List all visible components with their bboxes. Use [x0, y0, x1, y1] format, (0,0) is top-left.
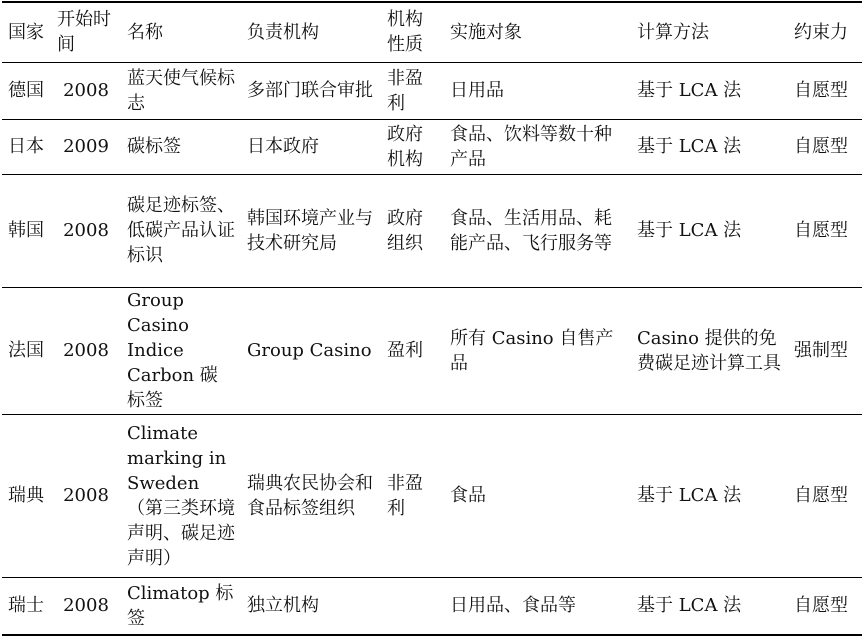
cell-nature [381, 577, 444, 635]
cell-binding: 自愿型 [794, 80, 848, 101]
cell-year: 2008 [63, 80, 109, 101]
cell-target: 日用品、食品等 [450, 595, 576, 617]
cell-nature: 非盈利 [387, 67, 423, 114]
header-agency: 负责机构 [247, 21, 319, 43]
cell-agency: Group Casino [247, 340, 372, 361]
cell-year: 2008 [63, 595, 109, 617]
cell-name: 碳足迹标签、低碳产品认证标识 [127, 195, 235, 266]
header-target: 实施对象 [450, 21, 522, 43]
cell-nature: 盈利 [387, 340, 423, 361]
cell-target: 食品、饮料等数十种产品 [450, 123, 612, 170]
header-method: 计算方法 [637, 21, 709, 43]
table-row [2, 174, 862, 287]
cell-name: 碳标签 [127, 136, 181, 157]
header-agency-nature: 机构性质 [387, 9, 423, 56]
header-binding: 约束力 [794, 21, 848, 43]
cell-country: 日本 [8, 136, 44, 157]
cell-binding: 自愿型 [794, 595, 848, 617]
cell-nature: 非盈利 [387, 472, 423, 519]
cell-nature: 政府组织 [387, 207, 423, 254]
table-row [2, 577, 862, 635]
cell-binding: 自愿型 [794, 220, 848, 241]
header-name: 名称 [127, 21, 163, 43]
table-header-row [2, 2, 862, 62]
cell-target: 食品 [450, 485, 486, 506]
cell-nature: 政府机构 [387, 123, 423, 170]
cell-binding: 自愿型 [794, 485, 848, 506]
cell-agency: 瑞典农民协会和食品标签组织 [247, 472, 373, 519]
cell-method: Casino 提供的免费碳足迹计算工具 [637, 327, 781, 374]
cell-binding: 自愿型 [794, 136, 848, 157]
cell-target: 食品、生活用品、耗能产品、飞行服务等 [450, 207, 612, 254]
cell-method: 基于 LCA 法 [637, 136, 742, 157]
cell-country: 法国 [8, 340, 44, 361]
table-row [2, 287, 862, 414]
cell-name: Climate marking in Sweden（第三类环境声明、碳足迹声明） [127, 422, 235, 569]
table-row [2, 62, 862, 119]
cell-country: 瑞典 [8, 485, 44, 506]
cell-method: 基于 LCA 法 [637, 220, 742, 241]
cell-name: Climatop 标签 [127, 582, 234, 629]
table-row [2, 414, 862, 577]
cell-agency: 独立机构 [247, 595, 319, 617]
cell-year: 2008 [63, 220, 109, 241]
header-start-year: 开始时间 [57, 9, 111, 56]
cell-method: 基于 LCA 法 [637, 485, 742, 506]
cell-country: 德国 [8, 80, 44, 101]
cell-name: 蓝天使气候标志 [127, 67, 235, 114]
header-country: 国家 [8, 21, 44, 43]
cell-target: 日用品 [450, 80, 504, 101]
cell-agency: 多部门联合审批 [247, 80, 373, 101]
cell-method: 基于 LCA 法 [637, 80, 742, 101]
cell-year: 2009 [63, 136, 109, 157]
cell-agency: 韩国环境产业与技术研究局 [247, 207, 373, 254]
table-row [2, 119, 862, 174]
cell-agency: 日本政府 [247, 136, 319, 157]
cell-name: Group Casino Indice Carbon 碳标签 [127, 290, 218, 411]
cell-country: 瑞士 [8, 595, 44, 617]
carbon-label-table [2, 1, 862, 636]
cell-target: 所有 Casino 自售产品 [450, 327, 614, 374]
cell-method: 基于 LCA 法 [637, 595, 742, 617]
cell-binding: 强制型 [794, 340, 848, 361]
cell-year: 2008 [63, 485, 109, 506]
cell-year: 2008 [63, 340, 109, 361]
cell-country: 韩国 [8, 220, 44, 241]
